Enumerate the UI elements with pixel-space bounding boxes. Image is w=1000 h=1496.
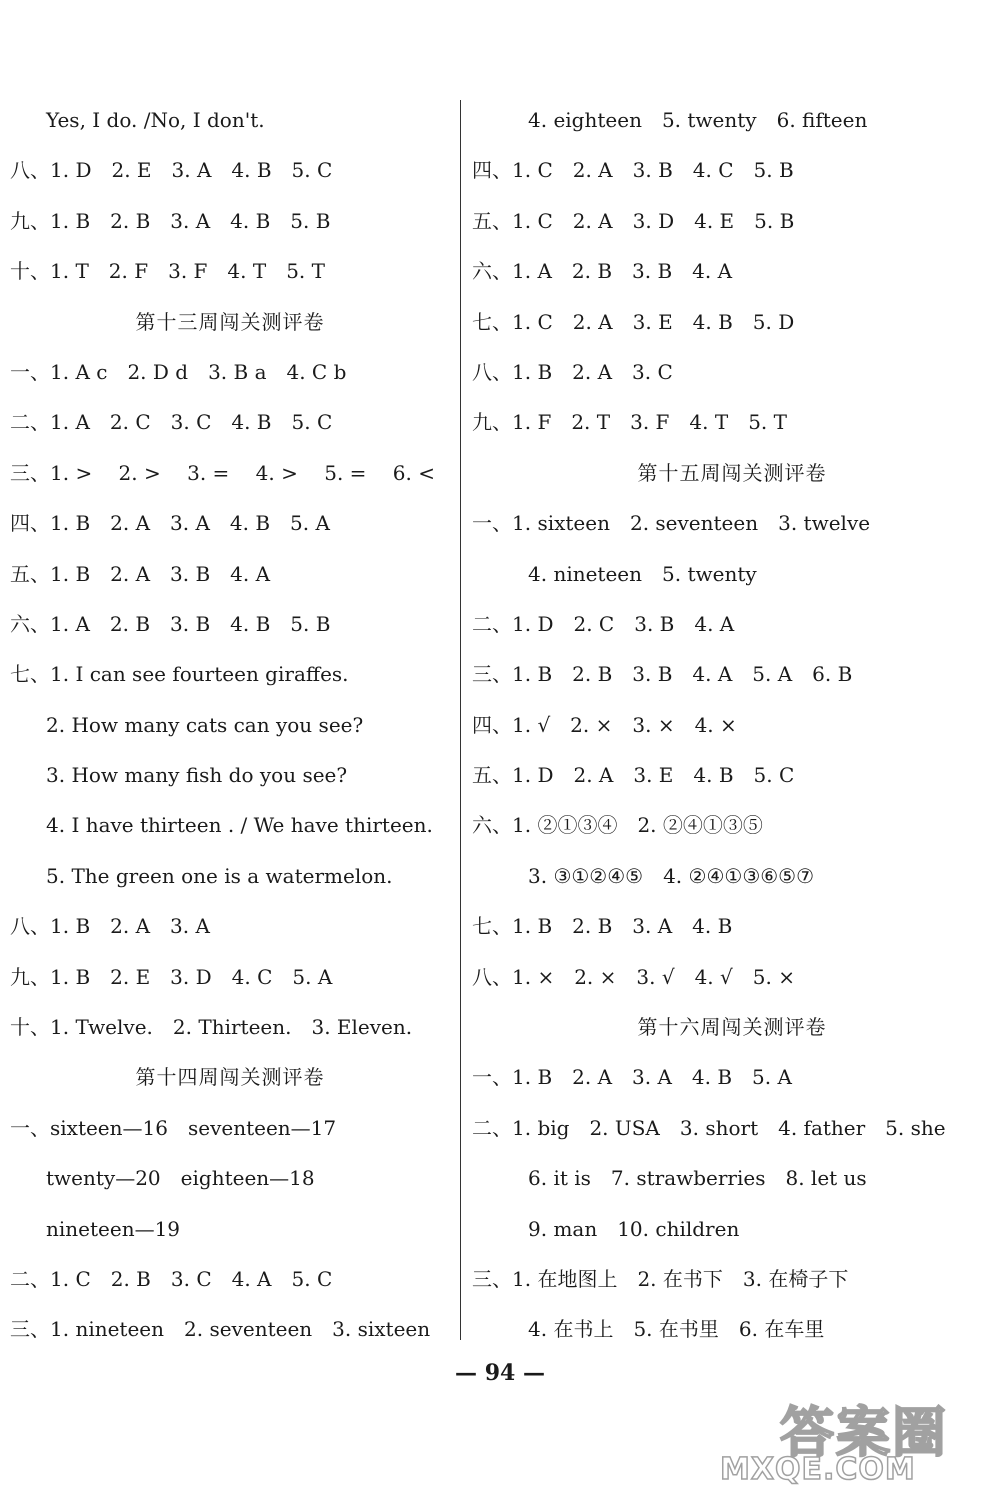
answer-line: 2. How many cats can you see? [46, 712, 364, 737]
answer-line: 三、1. > 2. > 3. = 4. > 5. = 6. < [10, 460, 435, 485]
answer-line: 七、1. I can see fourteen giraffes. [10, 662, 349, 687]
column-divider [460, 100, 461, 1340]
answer-line: 七、1. C 2. A 3. E 4. B 5. D [472, 309, 795, 334]
answer-line: 九、1. B 2. B 3. A 4. B 5. B [10, 208, 331, 233]
answer-line: 4. nineteen 5. twenty [528, 561, 757, 586]
answer-line: 4. I have thirteen . / We have thirteen. [46, 813, 433, 838]
answer-line: 八、1. D 2. E 3. A 4. B 5. C [10, 158, 333, 183]
answer-line: 一、1. A c 2. D d 3. B a 4. C b [10, 359, 347, 384]
answer-line: 六、1. A 2. B 3. B 4. A [472, 259, 733, 284]
answer-line: 二、1. big 2. USA 3. short 4. father 5. she [472, 1115, 946, 1140]
answer-line: 五、1. C 2. A 3. D 4. E 5. B [472, 208, 795, 233]
answer-line: 十、1. Twelve. 2. Thirteen. 3. Eleven. [10, 1015, 413, 1040]
section-title: 第十四周闯关测评卷 [135, 1065, 325, 1090]
answer-line: 5. The green one is a watermelon. [46, 863, 393, 888]
answer-line: 三、1. B 2. B 3. B 4. A 5. A 6. B [472, 662, 853, 687]
answer-line: 八、1. × 2. × 3. √ 4. √ 5. × [472, 964, 795, 989]
section-title: 第十五周闯关测评卷 [637, 460, 827, 485]
answer-line: 3. How many fish do you see? [46, 763, 348, 788]
section-title: 第十六周闯关测评卷 [637, 1015, 827, 1040]
answer-line: 一、1. sixteen 2. seventeen 3. twelve [472, 511, 871, 536]
answer-line: 六、1. A 2. B 3. B 4. B 5. B [10, 611, 331, 636]
answer-line: 6. it is 7. strawberries 8. let us [528, 1166, 867, 1191]
answer-line: 四、1. C 2. A 3. B 4. C 5. B [472, 158, 794, 183]
answer-line: 二、1. C 2. B 3. C 4. A 5. C [10, 1266, 333, 1291]
answer-line: 八、1. B 2. A 3. C [472, 359, 673, 384]
answer-line: nineteen—19 [46, 1216, 181, 1241]
answer-line: 一、sixteen—16 seventeen—17 [10, 1115, 337, 1140]
answer-line: 九、1. F 2. T 3. F 4. T 5. T [472, 410, 787, 435]
answer-line: 四、1. √ 2. × 3. × 4. × [472, 712, 737, 737]
answer-line: 八、1. B 2. A 3. A [10, 914, 210, 939]
answer-line: 二、1. A 2. C 3. C 4. B 5. C [10, 410, 333, 435]
answer-line: 九、1. B 2. E 3. D 4. C 5. A [10, 964, 333, 989]
watermark-url: MXQE.COM [720, 1452, 916, 1487]
page-number: — 94 — [455, 1360, 545, 1386]
watermark-text: 答案圈 [780, 1401, 948, 1464]
answer-line: 六、1. ②①③④ 2. ②④①③⑤ [472, 813, 763, 838]
answer-line: 三、1. nineteen 2. seventeen 3. sixteen [10, 1317, 431, 1342]
right-column [472, 95, 992, 1355]
answer-line: 4. eighteen 5. twenty 6. fifteen [528, 108, 868, 132]
answer-line: 五、1. B 2. A 3. B 4. A [10, 561, 271, 586]
left-column [10, 95, 450, 1355]
answer-line: 五、1. D 2. A 3. E 4. B 5. C [472, 763, 795, 788]
answer-line: Yes, I do. /No, I don't. [46, 108, 265, 132]
answer-line: 9. man 10. children [528, 1216, 740, 1241]
answer-line: 3. ③①②④⑤ 4. ②④①③⑥⑤⑦ [528, 863, 815, 888]
answer-line: 七、1. B 2. B 3. A 4. B [472, 914, 733, 939]
section-title: 第十三周闯关测评卷 [135, 309, 325, 334]
watermark-logo [720, 1390, 990, 1490]
answer-line: 4. 在书上 5. 在书里 6. 在车里 [528, 1317, 825, 1342]
answer-line: 四、1. B 2. A 3. A 4. B 5. A [10, 511, 330, 536]
answer-line: 三、1. 在地图上 2. 在书下 3. 在椅子下 [472, 1266, 849, 1291]
answer-line: twenty—20 eighteen—18 [46, 1166, 315, 1191]
answer-line: 一、1. B 2. A 3. A 4. B 5. A [472, 1065, 792, 1090]
answer-line: 二、1. D 2. C 3. B 4. A [472, 611, 735, 636]
answer-line: 十、1. T 2. F 3. F 4. T 5. T [10, 259, 325, 284]
